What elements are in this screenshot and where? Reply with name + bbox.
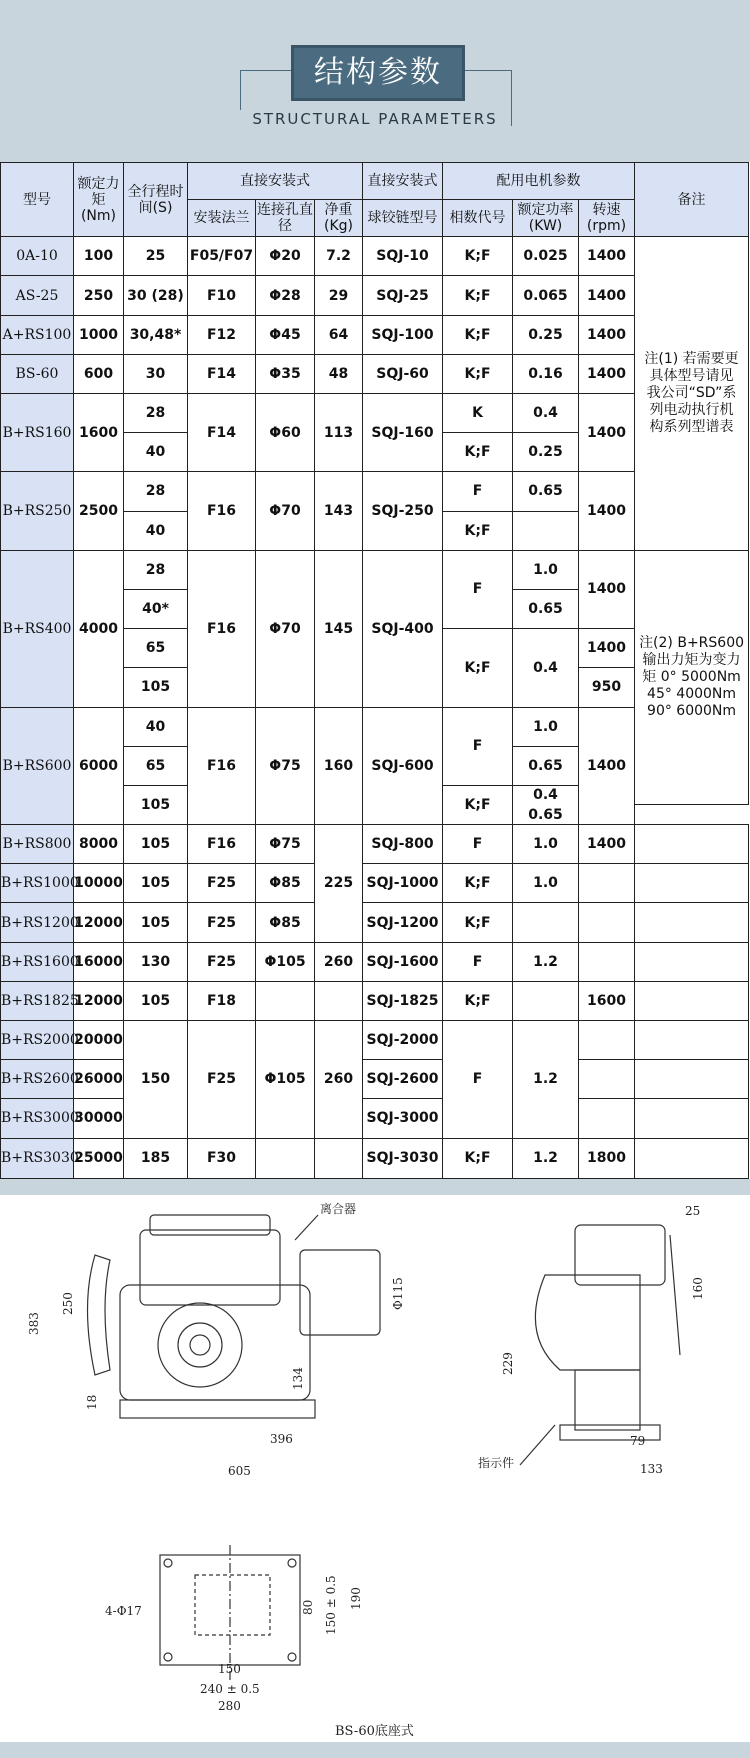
cell-flange: F16 [188, 550, 256, 707]
cell-ball: SQJ-1000 [363, 864, 443, 903]
cell-phase: K [443, 394, 513, 433]
cell-flange: F10 [188, 276, 256, 315]
header-motor: 配用电机参数 [443, 163, 635, 200]
cell-bore [256, 981, 315, 1020]
cell-model: B+RS250 [1, 472, 74, 550]
cell-speed: 1400 [579, 315, 635, 354]
cell-phase: F [443, 825, 513, 864]
note-1-text: 注(1) 若需要更具体型号请见我公司“SD”系列电动执行机构系列型谱表 [644, 351, 739, 435]
cell-model: B+RS3030 [1, 1138, 74, 1178]
dim-134: 134 [291, 1367, 305, 1390]
drawing-caption: BS-60底座式 [335, 1724, 414, 1739]
cell-torque: 16000 [74, 942, 124, 981]
table-row [1, 825, 749, 864]
parameters-table [0, 162, 749, 1179]
cell-torque: 8000 [74, 825, 124, 864]
note-1 [635, 237, 749, 551]
cell-torque: 25000 [74, 1138, 124, 1178]
cell-ball: SQJ-400 [363, 550, 443, 707]
cell-phase: K;F [443, 903, 513, 942]
cell-speed [579, 1060, 635, 1099]
cell-weight: 225 [315, 825, 363, 943]
cell-time: 28 [124, 394, 188, 433]
cell-power [513, 511, 579, 550]
cell-flange: F30 [188, 1138, 256, 1178]
cell-torque: 250 [74, 276, 124, 315]
pointer-leader [520, 1425, 555, 1465]
cell-ball: SQJ-800 [363, 825, 443, 864]
header [0, 0, 750, 160]
note-empty [635, 825, 749, 864]
cell-model: B+RS1825 [1, 981, 74, 1020]
cell-power: 0.025 [513, 237, 579, 276]
cell-ball: SQJ-100 [363, 315, 443, 354]
cell-flange: F05/F07 [188, 237, 256, 276]
cell-time: 40* [124, 589, 188, 628]
cell-time: 30 (28) [124, 276, 188, 315]
cell-time: 65 [124, 629, 188, 668]
cell-power: 0.065 [513, 276, 579, 315]
cell-time: 105 [124, 825, 188, 864]
cell-speed: 1400 [579, 276, 635, 315]
cell-torque: 20000 [74, 1021, 124, 1060]
header-power: 额定功率(KW) [513, 200, 579, 237]
cell-speed: 1400 [579, 354, 635, 393]
note-empty [635, 1060, 749, 1099]
cell-time: 25 [124, 237, 188, 276]
header-flange: 安装法兰 [188, 200, 256, 237]
header-time: 全行程时间(S) [124, 163, 188, 237]
cell-model: B+RS800 [1, 825, 74, 864]
cell-bore: Φ85 [256, 864, 315, 903]
parameters-table-wrapper [0, 162, 750, 1179]
cell-flange: F25 [188, 942, 256, 981]
cell-weight: 7.2 [315, 237, 363, 276]
cell-flange: F18 [188, 981, 256, 1020]
cell-torque: 2500 [74, 472, 124, 550]
cell-ball: SQJ-10 [363, 237, 443, 276]
cell-power: 0.16 [513, 354, 579, 393]
cell-model: B+RS2000 [1, 1021, 74, 1060]
cell-weight: 260 [315, 942, 363, 981]
table-row [1, 942, 749, 981]
cell-phase: K;F [443, 864, 513, 903]
cell-power: 0.65 [513, 472, 579, 511]
cell-bore: Φ105 [256, 942, 315, 981]
cell-time: 105 [124, 981, 188, 1020]
cell-phase: K;F [443, 785, 513, 824]
cell-bore: Φ75 [256, 825, 315, 864]
footer-band [0, 1742, 750, 1758]
cell-power: 1.2 [513, 1138, 579, 1178]
header-phase: 相数代号 [443, 200, 513, 237]
cell-weight: 48 [315, 354, 363, 393]
side-view-lower [575, 1370, 640, 1430]
table-row [1, 1138, 749, 1178]
page-title: 结构参数 [291, 45, 465, 101]
cell-speed: 1400 [579, 550, 635, 628]
cell-bore: Φ105 [256, 1021, 315, 1139]
gearbox-body [120, 1285, 310, 1400]
cell-bore: Φ60 [256, 394, 315, 472]
cell-phase: F [443, 472, 513, 511]
dim-160: 160 [691, 1277, 705, 1300]
dim-holes: 4-Φ17 [105, 1604, 142, 1618]
cell-time: 105 [124, 785, 188, 824]
cell-torque: 26000 [74, 1060, 124, 1099]
dim-240: 240 ± 0.5 [200, 1682, 260, 1696]
clutch-leader [295, 1215, 318, 1240]
header-ball-chain: 球铰链型号 [363, 200, 443, 237]
cell-phase: K;F [443, 1138, 513, 1178]
output-flange [158, 1303, 242, 1387]
cell-ball: SQJ-250 [363, 472, 443, 550]
dim-280: 280 [218, 1699, 241, 1713]
cell-weight: 143 [315, 472, 363, 550]
cell-phase: F [443, 942, 513, 981]
cell-power: 1.0 [513, 864, 579, 903]
cell-time: 40 [124, 511, 188, 550]
dim-79: 79 [630, 1434, 646, 1448]
cell-power: 1.0 [513, 825, 579, 864]
cell-ball: SQJ-1200 [363, 903, 443, 942]
cell-speed: 1400 [579, 629, 635, 668]
cell-torque: 100 [74, 237, 124, 276]
cell-torque: 12000 [74, 981, 124, 1020]
cell-time: 105 [124, 668, 188, 707]
cell-ball: SQJ-3030 [363, 1138, 443, 1178]
cell-power: 0.65 [513, 589, 579, 628]
cell-power: 0.25 [513, 315, 579, 354]
cell-bore: Φ35 [256, 354, 315, 393]
cell-time: 105 [124, 903, 188, 942]
header-remarks: 备注 [635, 163, 749, 237]
cell-torque: 6000 [74, 707, 124, 825]
cell-torque: 600 [74, 354, 124, 393]
cell-power: 1.2 [513, 1021, 579, 1139]
label-pointer: 指示件 [478, 1456, 515, 1470]
cell-power: 0.4 [513, 629, 579, 707]
side-view-top [575, 1225, 665, 1285]
cell-flange: F12 [188, 315, 256, 354]
technical-drawing [0, 1195, 750, 1742]
note-empty [635, 1138, 749, 1178]
page-subtitle: STRUCTURAL PARAMETERS [240, 110, 510, 128]
cell-ball: SQJ-60 [363, 354, 443, 393]
cell-power: 0.65 [513, 746, 579, 785]
dim-150: 150 [218, 1662, 241, 1676]
table-row [1, 1099, 749, 1138]
dim-150pm: 150 ± 0.5 [324, 1575, 338, 1635]
cell-flange: F25 [188, 864, 256, 903]
cell-power: 1.0 [513, 707, 579, 746]
note-empty [635, 1021, 749, 1060]
cell-model: BS-60 [1, 354, 74, 393]
cell-power: 0.25 [513, 433, 579, 472]
cell-flange: F14 [188, 354, 256, 393]
note-empty [635, 864, 749, 903]
cell-time: 185 [124, 1138, 188, 1178]
cell-flange: F14 [188, 394, 256, 472]
side-view-body [535, 1275, 640, 1370]
cell-speed: 1600 [579, 981, 635, 1020]
cell-ball: SQJ-25 [363, 276, 443, 315]
cell-model: B+RS2600 [1, 1060, 74, 1099]
cell-bore: Φ70 [256, 550, 315, 707]
header-weight: 净重(Kg) [315, 200, 363, 237]
cell-time: 40 [124, 707, 188, 746]
table-row [1, 864, 749, 903]
dim-605: 605 [228, 1464, 251, 1478]
cell-time: 105 [124, 864, 188, 903]
cell-torque: 10000 [74, 864, 124, 903]
dim-190: 190 [349, 1587, 363, 1610]
table-row [1, 1060, 749, 1099]
cell-torque: 30000 [74, 1099, 124, 1138]
header-direct-mount-2: 直接安装式 [363, 163, 443, 200]
motor-cover [150, 1215, 270, 1235]
base-hole [288, 1653, 296, 1661]
header-bore: 连接孔直径 [256, 200, 315, 237]
cell-bore: Φ70 [256, 472, 315, 550]
cell-weight: 113 [315, 394, 363, 472]
cell-speed: 1400 [579, 394, 635, 472]
cell-weight [315, 1138, 363, 1178]
cell-ball: SQJ-2600 [363, 1060, 443, 1099]
cell-model: 0A-10 [1, 237, 74, 276]
base-plate [120, 1400, 315, 1418]
note-empty [635, 942, 749, 981]
cell-speed: 1400 [579, 237, 635, 276]
cell-power: 0.65 [513, 805, 579, 825]
cell-time: 28 [124, 550, 188, 589]
cell-model: AS-25 [1, 276, 74, 315]
cell-phase: F [443, 1021, 513, 1139]
cell-speed: 1400 [579, 707, 635, 825]
note-2 [635, 550, 749, 805]
cell-model: B+RS1000 [1, 864, 74, 903]
label-clutch: 离合器 [320, 1202, 357, 1216]
cell-power: 1.0 [513, 550, 579, 589]
note-empty [635, 903, 749, 942]
cell-ball: SQJ-160 [363, 394, 443, 472]
cell-phase: F [443, 707, 513, 785]
header-torque: 额定力矩(Nm) [74, 163, 124, 237]
cell-model: B+RS160 [1, 394, 74, 472]
table-row [1, 981, 749, 1020]
dim-229: 229 [501, 1352, 515, 1375]
cell-phase: K;F [443, 981, 513, 1020]
cell-model: B+RS400 [1, 550, 74, 707]
cell-power: 1.2 [513, 942, 579, 981]
note-empty [635, 981, 749, 1020]
output-bore [190, 1335, 210, 1355]
cell-weight: 260 [315, 1021, 363, 1139]
cell-bore: Φ20 [256, 237, 315, 276]
cell-power: 0.4 [513, 394, 579, 433]
cell-bore: Φ75 [256, 707, 315, 825]
table-row [1, 237, 749, 276]
dim-18: 18 [85, 1394, 99, 1410]
dim-383: 383 [27, 1312, 41, 1335]
cell-model: A+RS100 [1, 315, 74, 354]
base-hole [164, 1653, 172, 1661]
cell-speed [579, 903, 635, 942]
cell-torque: 1000 [74, 315, 124, 354]
cell-model: B+RS1600 [1, 942, 74, 981]
cell-model: B+RS600 [1, 707, 74, 825]
dim-80: 80 [301, 1599, 315, 1615]
cell-flange: F16 [188, 707, 256, 825]
cell-time: 130 [124, 942, 188, 981]
cell-ball: SQJ-3000 [363, 1099, 443, 1138]
cell-time: 40 [124, 433, 188, 472]
cell-time: 30,48* [124, 315, 188, 354]
base-hole [164, 1559, 172, 1567]
dim-phi115: Φ115 [391, 1277, 405, 1310]
cell-flange: F25 [188, 1021, 256, 1139]
cell-bore: Φ28 [256, 276, 315, 315]
cell-speed [579, 864, 635, 903]
cell-speed: 950 [579, 668, 635, 707]
cell-bore: Φ85 [256, 903, 315, 942]
cell-flange: F16 [188, 472, 256, 550]
drawing-labels [27, 1201, 705, 1739]
cell-weight: 160 [315, 707, 363, 825]
cell-speed [579, 1021, 635, 1060]
cell-phase: K;F [443, 629, 513, 707]
cell-weight: 64 [315, 315, 363, 354]
header-direct-mount: 直接安装式 [188, 163, 363, 200]
cell-phase: K;F [443, 511, 513, 550]
base-inner [195, 1575, 270, 1635]
table-row [1, 903, 749, 942]
cell-phase: K;F [443, 354, 513, 393]
cell-bore: Φ45 [256, 315, 315, 354]
cell-speed [579, 1099, 635, 1138]
cell-speed: 1800 [579, 1138, 635, 1178]
side-motor [300, 1250, 380, 1335]
header-model: 型号 [1, 163, 74, 237]
cell-time: 30 [124, 354, 188, 393]
cell-time: 150 [124, 1021, 188, 1139]
side-view-handle [670, 1235, 680, 1355]
header-speed: 转速(rpm) [579, 200, 635, 237]
note-empty [635, 1099, 749, 1138]
cell-torque: 12000 [74, 903, 124, 942]
cell-weight: 29 [315, 276, 363, 315]
cell-phase: K;F [443, 237, 513, 276]
motor-body [140, 1230, 280, 1305]
cell-ball: SQJ-1825 [363, 981, 443, 1020]
cell-phase: K;F [443, 315, 513, 354]
cell-time: 65 [124, 746, 188, 785]
cell-ball: SQJ-600 [363, 707, 443, 825]
cell-phase: F [443, 550, 513, 628]
cell-weight: 145 [315, 550, 363, 707]
cell-time: 28 [124, 472, 188, 511]
dim-396: 396 [270, 1432, 293, 1446]
cell-bore [256, 1138, 315, 1178]
cell-speed: 1400 [579, 825, 635, 864]
cell-phase: K;F [443, 276, 513, 315]
cell-torque: 4000 [74, 550, 124, 707]
output-hub [178, 1323, 222, 1367]
cell-flange: F25 [188, 903, 256, 942]
cell-power: 0.4 [513, 785, 579, 805]
handwheel-shape [88, 1255, 111, 1375]
cell-flange: F16 [188, 825, 256, 864]
drawing-svg [0, 1195, 750, 1742]
note-2-text: 注(2) B+RS600 输出力矩为变力矩 0° 5000Nm 45° 4000Nm 90° 6000Nm [639, 635, 745, 720]
table-row [1, 1021, 749, 1060]
dim-250: 250 [61, 1292, 75, 1315]
cell-torque: 1600 [74, 394, 124, 472]
dim-25: 25 [685, 1204, 701, 1218]
base-hole [288, 1559, 296, 1567]
cell-power [513, 981, 579, 1020]
cell-speed [579, 942, 635, 981]
cell-ball: SQJ-1600 [363, 942, 443, 981]
cell-power [513, 903, 579, 942]
table-row [1, 550, 749, 589]
cell-speed: 1400 [579, 472, 635, 550]
cell-model: B+RS3000 [1, 1099, 74, 1138]
cell-weight [315, 981, 363, 1020]
dim-133: 133 [640, 1462, 663, 1476]
cell-model: B+RS1200 [1, 903, 74, 942]
cell-phase: K;F [443, 433, 513, 472]
cell-ball: SQJ-2000 [363, 1021, 443, 1060]
